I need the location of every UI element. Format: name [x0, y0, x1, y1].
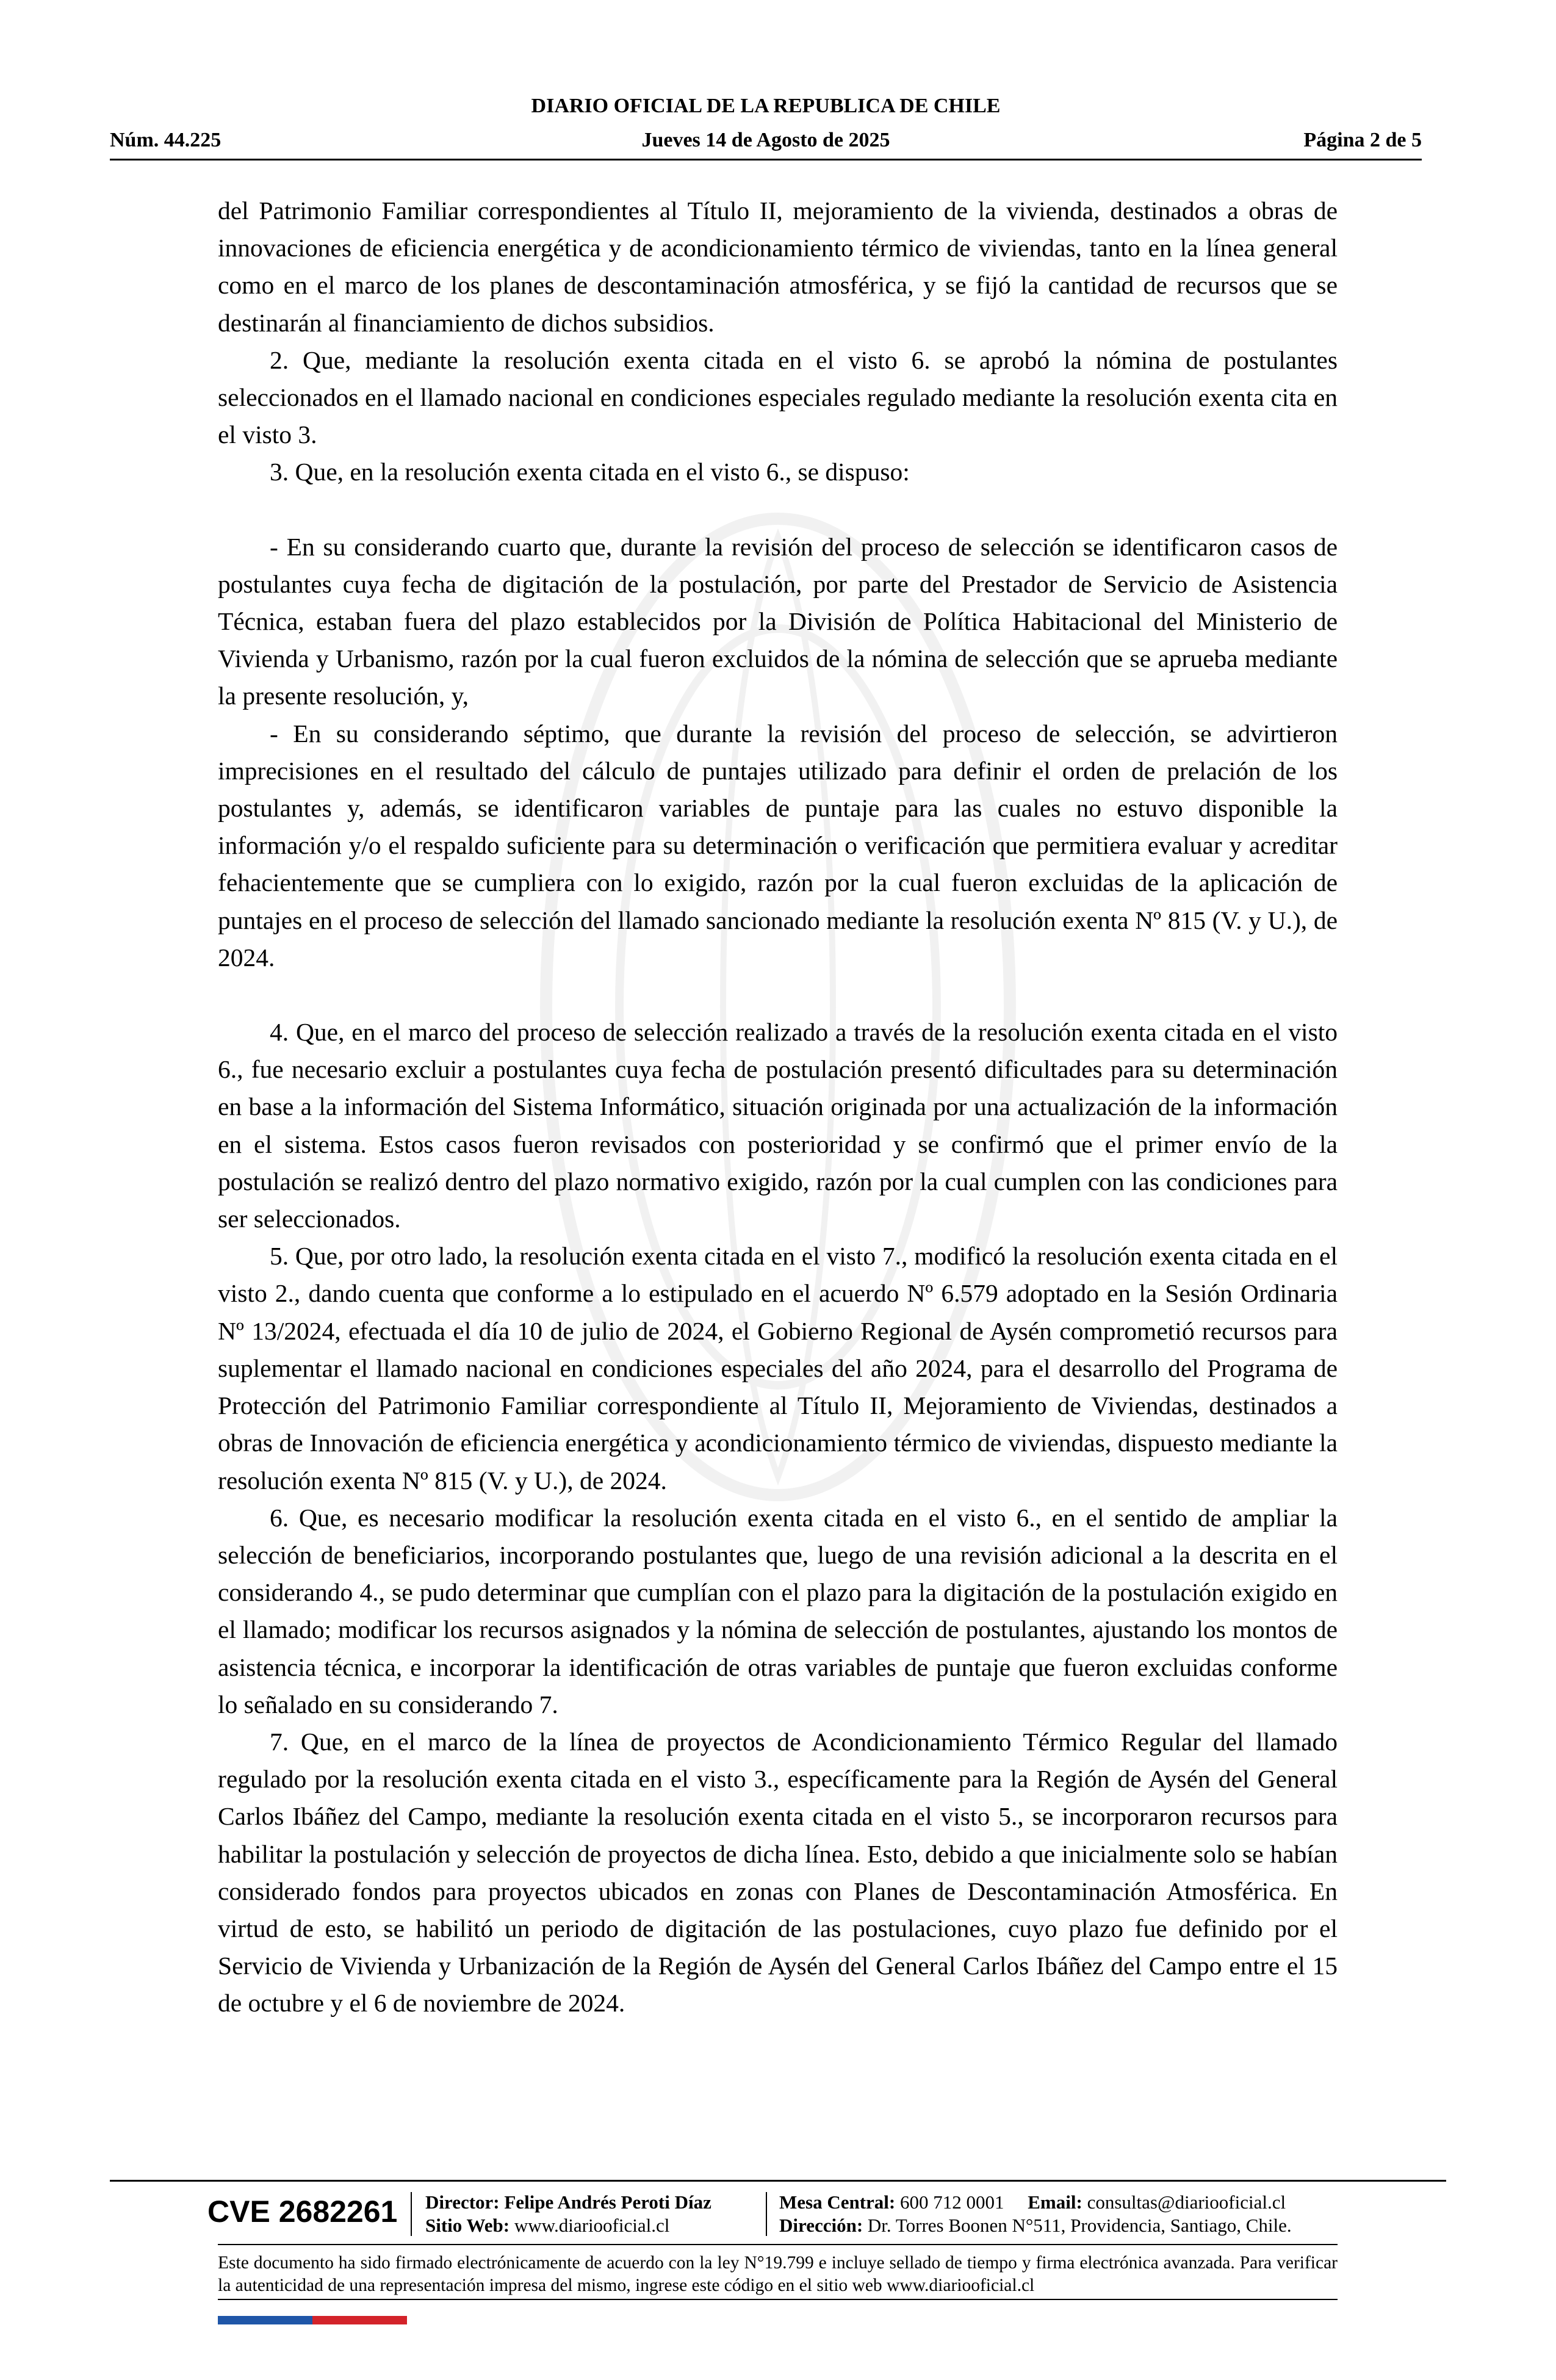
issue-date: Jueves 14 de Agosto de 2025: [641, 129, 890, 151]
footer-divider: [110, 2180, 1446, 2182]
mesa-phone: 600 712 0001: [900, 2191, 1004, 2213]
mesa-label: Mesa Central:: [779, 2191, 896, 2213]
flag-red-segment: [312, 2316, 407, 2324]
footer-divider: [218, 2299, 1338, 2300]
footer-divider: [218, 2244, 1338, 2245]
issue-number: Núm. 44.225: [110, 129, 222, 151]
paragraph-3-bullet-1: - En su considerando cuarto que, durante la revisión del proceso de selección se identificaron casos de postulantes cuya fecha de digitación de la postulación, por parte del Prestador de Servicio de Asistencia Técnica, estaban fuera del plazo establecidos por la División de Política Habitacional del Ministerio de Vivienda y Urbanismo, razón por la cual fueron excluidos de la nómina de selección que se aprueba mediante la presente resolución, y,: [218, 532, 1338, 710]
paragraph-5: 5. Que, por otro lado, la resolución exenta citada en el visto 7., modificó la resolución exenta citada en el visto 2., dando cuenta que conforme a lo estipulado en el acuerdo Nº 6.579 adoptado en la Sesión Ordinaria Nº 13/2024, efectuada el día 10 de julio de 2024, el Gobierno Regional de Aysén comprometió recursos para suplementar el llamado nacional en condiciones especiales del año 2024, para el desarrollo del Programa de Protección del Patrimonio Familiar correspondiente al Título II, Mejoramiento de Viviendas, destinados a obras de Innovación de eficiencia energética y acondicionamiento térmico de viviendas, dispuesto mediante la resolución exenta Nº 815 (V. y U.), de 2024.: [218, 1242, 1338, 1495]
address-label: Dirección:: [779, 2215, 863, 2236]
director-info: [425, 2191, 711, 2237]
legal-notice: Este documento ha sido firmado electrónicamente de acuerdo con la ley N°19.799 e incluye sellado de tiempo y firma electrónica avanzada. Para verificar la autenticidad de una representación impresa del mismo, ingrese este código en el sitio web www.diariooficial.cl: [218, 2253, 1338, 2295]
contact-info: [779, 2191, 1292, 2237]
chile-flag-stripe: [218, 2316, 407, 2324]
paragraph-2: 2. Que, mediante la resolución exenta citada en el visto 6. se aprobó la nómina de postulantes seleccionados en el llamado nacional en condiciones especiales regulado mediante la resolución exenta cita en el visto 3.: [218, 345, 1338, 449]
paragraph-6: 6. Que, es necesario modificar la resolución exenta citada en el visto 6., en el sentido de ampliar la selección de beneficiarios, incorporando postulantes que, luego de una revisión adicional a la descrita en el considerando 4., se pudo determinar que cumplían con el plazo para la digitación de la postulación exigido en el llamado; modificar los recursos asignados y la nómina de selección de postulantes, ajustando los montos de asistencia técnica, e incorporar la identificación de otras variables de puntaje que fueron excluidas conforme lo señalado en su considerando 7.: [218, 1503, 1338, 1718]
page-header: [110, 94, 1422, 160]
flag-blue-segment: [218, 2316, 312, 2324]
page-number: Página 2 de 5: [1303, 129, 1422, 151]
gazette-title: DIARIO OFICIAL DE LA REPUBLICA DE CHILE: [531, 95, 1001, 117]
paragraph-1-continuation: del Patrimonio Familiar correspondientes al Título II, mejoramiento de la vivienda, destinados a obras de innovaciones de eficiencia energética y de acondicionamiento térmico de viviendas, tanto en la línea general como en el marco de los planes de descontaminación atmosférica, y se fijó la cantidad de recursos que se destinarán al financiamiento de dichos subsidios.: [218, 197, 1338, 337]
email-label: Email:: [1028, 2191, 1082, 2213]
paragraph-7: 7. Que, en el marco de la línea de proyectos de Acondicionamiento Térmico Regular del llamado regulado por la resolución exenta citada en el visto 3., específicamente para la Región de Aysén del General Carlos Ibáñez del Campo, mediante la resolución exenta citada en el visto 5., se incorporaron recursos para habilitar la postulación y selección de proyectos de dicha línea. Esto, debido a que inicialmente solo se habían considerado fondos para proyectos ubicados en zonas con Planes de Descontaminación Atmosférica. En virtud de esto, se habilitó un periodo de digitación de las postulaciones, cuyo plazo fue definido por el Servicio de Vivienda y Urbanización de la Región de Aysén del General Carlos Ibáñez del Campo entre el 15 de octubre y el 6 de noviembre de 2024.: [218, 1727, 1338, 2018]
website-label: Sitio Web:: [425, 2215, 510, 2236]
paragraph-3: 3. Que, en la resolución exenta citada en el visto 6., se dispuso:: [270, 458, 910, 486]
document-body: [218, 192, 1338, 2022]
footer-separator: [766, 2192, 767, 2236]
address-text: Dr. Torres Boonen N°511, Providencia, Santiago, Chile.: [867, 2215, 1292, 2236]
director-name: Felipe Andrés Peroti Díaz: [504, 2191, 711, 2213]
email-link[interactable]: consultas@diariooficial.cl: [1087, 2191, 1286, 2213]
cve-code: CVE 2682261: [207, 2194, 398, 2229]
footer-separator: [411, 2192, 412, 2236]
paragraph-3-bullet-2: - En su considerando séptimo, que durante la revisión del proceso de selección, se advirtieron imprecisiones en el resultado del cálculo de puntajes utilizado para definir el orden de prelación de los postulantes y, además, se identificaron variables de puntaje para las cuales no estuvo disponible la información y/o el respaldo suficiente para su determinación o verificación que permitiera evaluar y acreditar fehacientemente que se cumpliera con lo exigido, razón por la cual fueron excluidas de la aplicación de puntajes en el proceso de selección del llamado sancionado mediante la resolución exenta Nº 815 (V. y U.), de 2024.: [218, 719, 1338, 972]
paragraph-4: 4. Que, en el marco del proceso de selección realizado a través de la resolución exenta citada en el visto 6., fue necesario excluir a postulantes cuya fecha de postulación presentó dificultades para su determinación en base a la información del Sistema Informático, situación originada por una actualización de la información en el sistema. Estos casos fueron revisados con posterioridad y se confirmó que el primer envío de la postulación se realizó dentro del plazo normativo exigido, razón por la cual cumplen con las condiciones para ser seleccionados.: [218, 1018, 1338, 1233]
website-link[interactable]: www.diariooficial.cl: [514, 2215, 670, 2236]
director-label: Director:: [425, 2191, 500, 2213]
